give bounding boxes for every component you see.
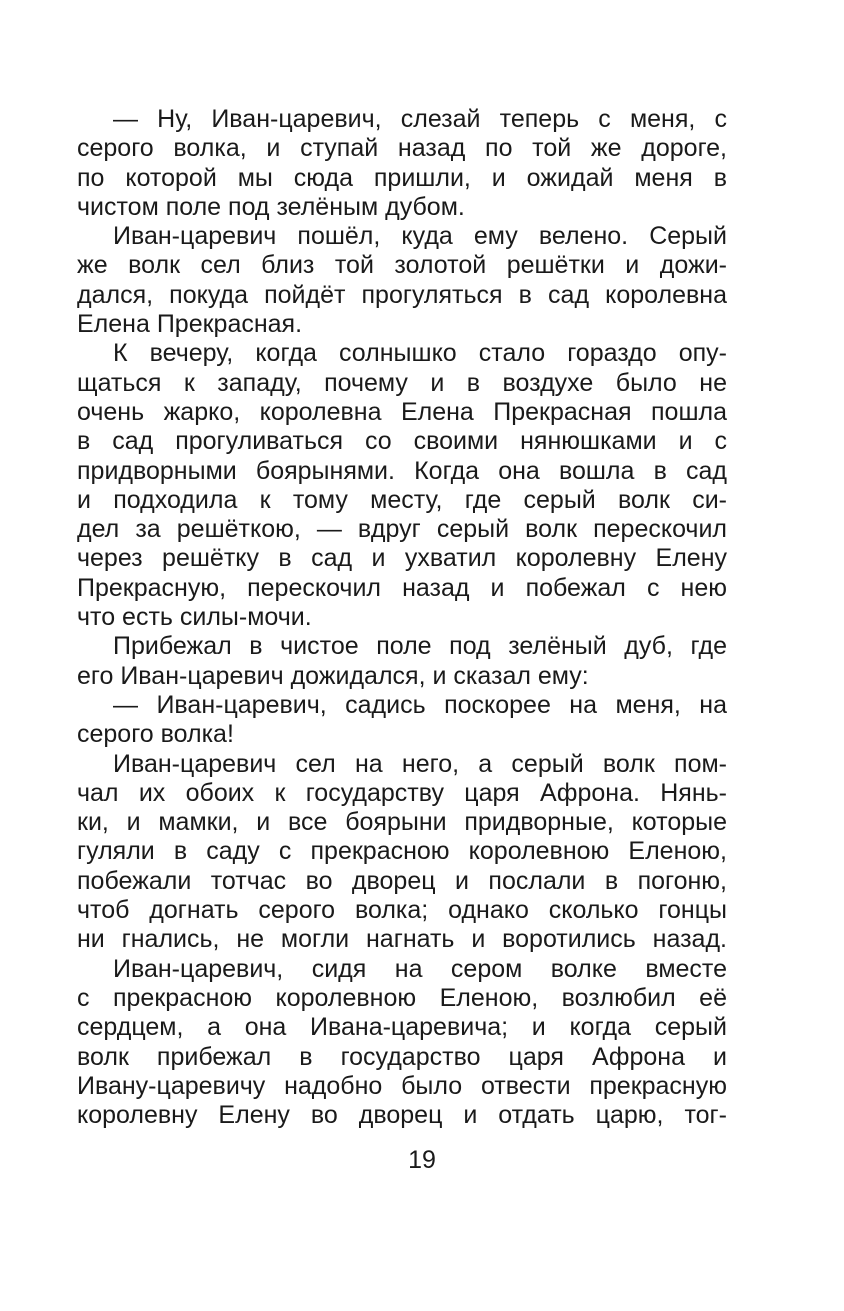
text-line: его Иван-царевич дожидался, и сказал ему: [77,661,589,690]
text-line: Прибежал в чистое поле под зелёный дуб, где [113,632,727,661]
body-text [77,105,727,1130]
text-line: сердцем, а она Ивана-царевича; и когда серый [77,1013,727,1042]
text-line: очень жарко, королевна Елена Прекрасная пошла [77,397,727,426]
text-line: дел за решёткою, — вдруг серый волк перескочил [77,515,727,544]
text-line: королевну Елену во дворец и отдать царю, тог- [77,1101,727,1130]
text-line: К вечеру, когда солнышко стало гораздо опу- [113,339,727,368]
text-line: ки, и мамки, и все боярыни придворные, которые [77,808,727,837]
text-line: и подходила к тому месту, где серый волк си- [77,485,727,514]
text-line: чистом поле под зелёным дубом. [77,192,465,221]
text-line: побежали тотчас во дворец и послали в погоню, [77,866,727,895]
text-line: что есть силы-мочи. [77,603,312,632]
text-line: в сад прогуливаться со своими нянюшками и с [77,427,727,456]
text-line: — Ну, Иван-царевич, слезай теперь с меня, с [113,105,727,133]
text-line: серого волка, и ступай назад по той же дороге, [77,134,727,163]
text-line: щаться к западу, почему и в воздухе было не [77,368,727,397]
text-line: по которой мы сюда пришли, и ожидай меня в [77,163,727,192]
text-line: Ивану-царевичу надобно было отвести прекрасную [77,1071,727,1100]
text-line: серого волка! [77,720,234,749]
text-line: через решётку в сад и ухватил королевну Елену [77,544,727,573]
text-line: придворными боярынями. Когда она вошла в сад [77,456,727,485]
text-line: Прекрасную, перескочил назад и побежал с нею [77,573,727,602]
text-line: чал их обоих к государству царя Афрона. Нянь- [77,778,727,807]
text-line: ни гнались, не могли нагнать и воротились назад. [77,925,727,954]
text-line: Иван-царевич, сидя на сером волке вместе [113,954,727,983]
text-line: Иван-царевич пошёл, куда ему велено. Серый [113,222,727,251]
text-line: Иван-царевич сел на него, а серый волк пом- [113,749,727,778]
text-line: же волк сел близ той золотой решётки и дожи- [77,251,727,280]
text-line: Елена Прекрасная. [77,310,303,339]
text-line: чтоб догнать серого волка; однако сколько гонцы [77,896,727,925]
page-number: 19 [408,1146,436,1174]
text-line: волк прибежал в государство царя Афрона и [77,1042,727,1071]
text-line: гуляли в саду с прекрасною королевною Еленою, [77,837,727,866]
text-line: с прекрасною королевною Еленою, возлюбил её [77,983,727,1012]
text-line: — Иван-царевич, садись поскорее на меня, на [113,690,727,719]
text-line: дался, покуда пойдёт прогуляться в сад королевна [77,280,727,309]
